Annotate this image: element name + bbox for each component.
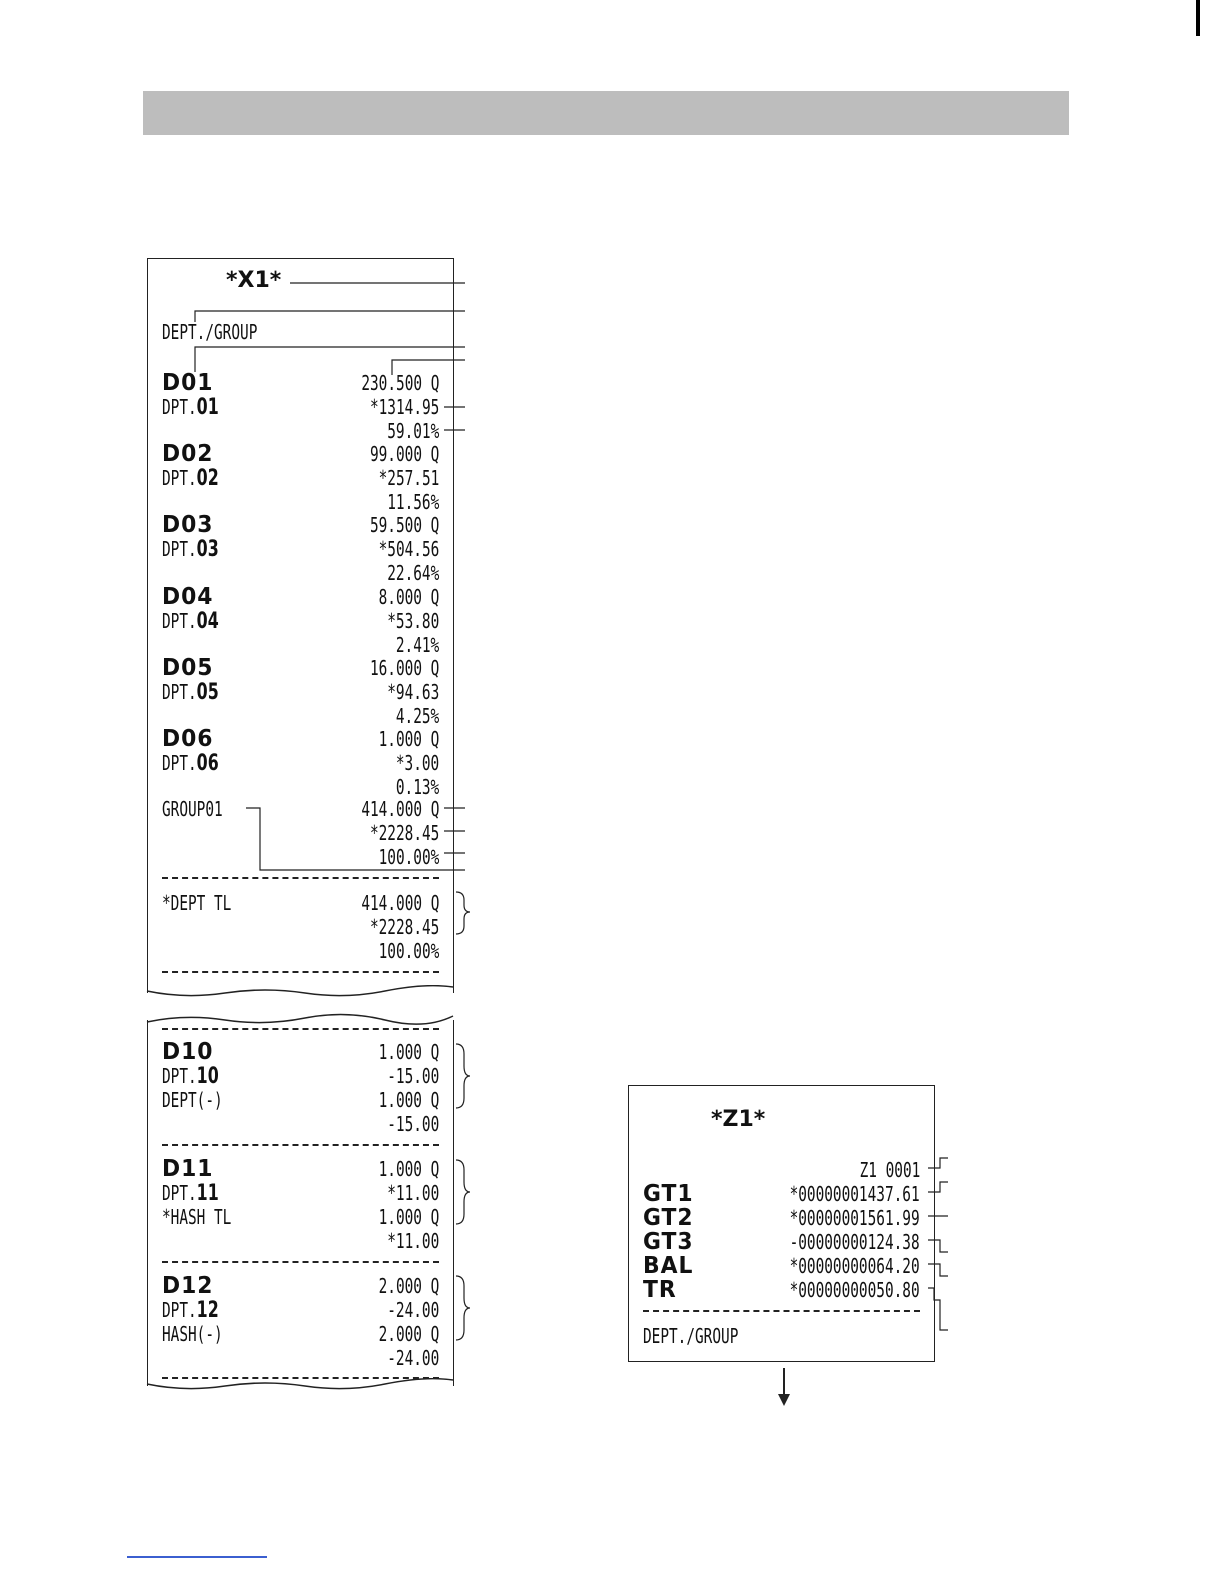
dept-sub-qty: 2.000 Q xyxy=(378,1322,439,1346)
torn-edge-bottom xyxy=(145,1378,455,1392)
section-header-bar xyxy=(143,91,1069,135)
gt3-value: -00000000124.38 xyxy=(789,1230,920,1254)
gt2-value: *00000001561.99 xyxy=(789,1206,920,1230)
separator xyxy=(162,971,439,973)
dept-name: DPT.10 xyxy=(162,1064,219,1089)
dept-qty: 1.000 Q xyxy=(378,727,439,751)
dept-qty: 2.000 Q xyxy=(378,1274,439,1298)
dept-percent: 11.56% xyxy=(386,490,439,514)
dept-name: DPT.03 xyxy=(162,537,219,562)
dept-code: D10 xyxy=(162,1039,214,1065)
dept-total-qty: 414.000 Q xyxy=(360,891,439,915)
dept-name: DPT.11 xyxy=(162,1181,219,1206)
dept-group-header: DEPT./GROUP xyxy=(162,320,258,344)
dept-amount: *11.00 xyxy=(386,1181,439,1205)
dept-code: D12 xyxy=(162,1273,214,1299)
down-arrow-icon xyxy=(778,1368,790,1408)
dept-qty: 230.500 Q xyxy=(360,371,439,395)
tr-value: *00000000050.80 xyxy=(789,1278,920,1302)
dept-sub-qty: 1.000 Q xyxy=(378,1205,439,1229)
footer-link-underline xyxy=(127,1556,267,1558)
dept-qty: 1.000 Q xyxy=(378,1040,439,1064)
dept-sub-amount: -15.00 xyxy=(386,1112,439,1136)
dept-code: D02 xyxy=(162,441,214,467)
z-counter: Z1 0001 xyxy=(859,1158,920,1182)
z-report-receipt xyxy=(628,1085,935,1362)
bal-label: BAL xyxy=(643,1253,694,1279)
dept-sub-label: HASH(-) xyxy=(162,1322,223,1346)
dept-code: D01 xyxy=(162,370,214,396)
group-amount: *2228.45 xyxy=(369,821,439,845)
dept-name: DPT.02 xyxy=(162,466,219,491)
dept-code: D05 xyxy=(162,655,214,681)
dept-name: DPT.01 xyxy=(162,395,219,420)
gt3-label: GT3 xyxy=(643,1229,694,1255)
dept-amount: *3.00 xyxy=(395,751,439,775)
dept-amount: *504.56 xyxy=(378,537,439,561)
dept-code: D11 xyxy=(162,1156,214,1182)
dept-qty: 59.500 Q xyxy=(369,513,439,537)
group-percent: 100.00% xyxy=(378,845,439,869)
x-report-title: *X1* xyxy=(226,268,282,293)
dept-amount: *53.80 xyxy=(386,609,439,633)
separator xyxy=(162,1028,439,1030)
group-qty: 414.000 Q xyxy=(360,797,439,821)
dept-total-percent: 100.00% xyxy=(378,939,439,963)
z-report-title: *Z1* xyxy=(711,1107,766,1132)
dept-percent: 4.25% xyxy=(395,704,439,728)
gt1-label: GT1 xyxy=(643,1181,694,1207)
dept-percent: 59.01% xyxy=(386,419,439,443)
dept-sub-qty: 1.000 Q xyxy=(378,1088,439,1112)
dept-percent: 22.64% xyxy=(386,561,439,585)
tr-label: TR xyxy=(643,1277,677,1303)
gt2-label: GT2 xyxy=(643,1205,694,1231)
dept-sub-label: DEPT(-) xyxy=(162,1088,223,1112)
dept-name: DPT.04 xyxy=(162,609,219,634)
dept-percent: 0.13% xyxy=(395,775,439,799)
gt1-value: *00000001437.61 xyxy=(789,1182,920,1206)
dept-amount: -15.00 xyxy=(386,1064,439,1088)
dept-qty: 16.000 Q xyxy=(369,656,439,680)
dept-sub-amount: -24.00 xyxy=(386,1346,439,1370)
separator xyxy=(162,877,439,879)
separator xyxy=(643,1310,920,1312)
dept-code: D03 xyxy=(162,512,214,538)
dept-name: DPT.06 xyxy=(162,751,219,776)
x-report-continuation-receipt xyxy=(147,1020,454,1386)
dept-amount: *257.51 xyxy=(378,466,439,490)
torn-edge-top xyxy=(145,1012,455,1026)
dept-group-header: DEPT./GROUP xyxy=(643,1324,739,1348)
dept-qty: 99.000 Q xyxy=(369,442,439,466)
dept-amount: -24.00 xyxy=(386,1298,439,1322)
dept-amount: *1314.95 xyxy=(369,395,439,419)
top-edge-rule xyxy=(1196,0,1200,36)
bal-value: *00000000064.20 xyxy=(789,1254,920,1278)
torn-edge-bottom xyxy=(145,985,455,999)
dept-qty: 1.000 Q xyxy=(378,1157,439,1181)
dept-name: DPT.12 xyxy=(162,1298,219,1323)
dept-name: DPT.05 xyxy=(162,680,219,705)
x-report-receipt xyxy=(147,258,454,993)
dept-total-amount: *2228.45 xyxy=(369,915,439,939)
dept-qty: 8.000 Q xyxy=(378,585,439,609)
dept-amount: *94.63 xyxy=(386,680,439,704)
dept-sub-label: *HASH TL xyxy=(162,1205,232,1229)
separator xyxy=(162,1144,439,1146)
dept-percent: 2.41% xyxy=(395,633,439,657)
dept-sub-amount: *11.00 xyxy=(386,1229,439,1253)
dept-total-label: *DEPT TL xyxy=(162,891,232,915)
group-label: GROUP01 xyxy=(162,797,223,821)
dept-code: D04 xyxy=(162,584,214,610)
dept-code: D06 xyxy=(162,726,214,752)
separator xyxy=(162,1261,439,1263)
